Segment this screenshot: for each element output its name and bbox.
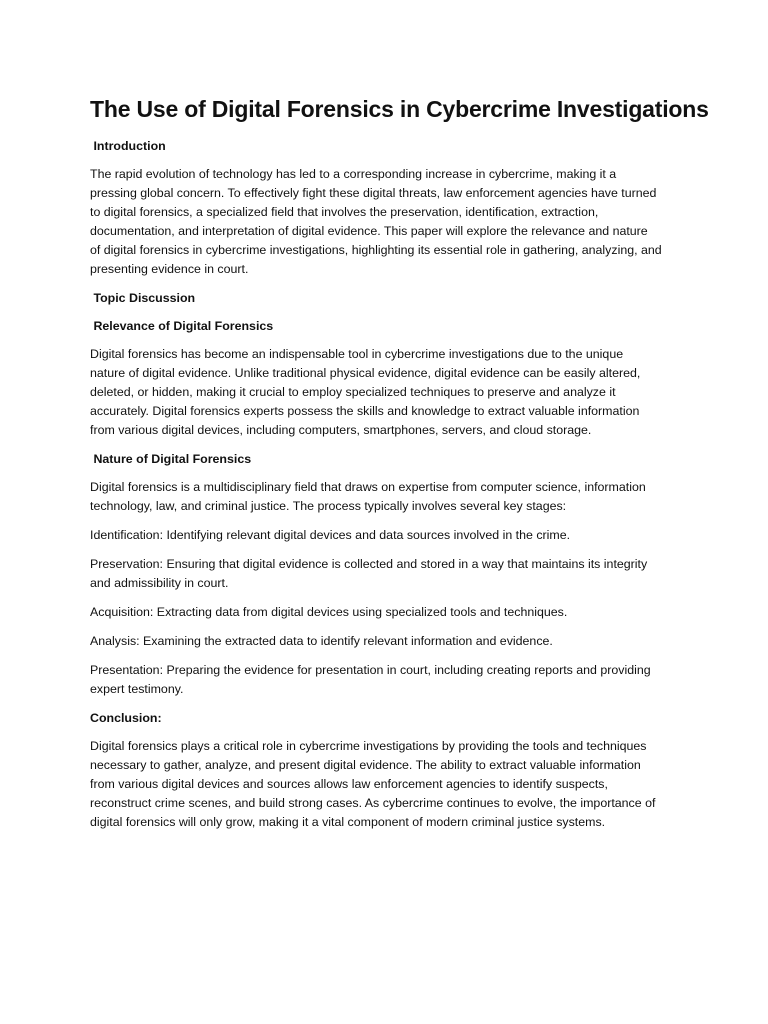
nature-heading: Nature of Digital Forensics <box>90 452 252 466</box>
relevance-heading: Relevance of Digital Forensics <box>90 319 274 333</box>
stage-identification: Identification: Identifying relevant digital devices and data sources involved in the crime. <box>90 528 571 542</box>
relevance-paragraph: Digital forensics has become an indispensable tool in cybercrime investigations due to the unique nature of digital evidence. Unlike traditional physical evidence, digital evidence can be easily altered, deleted, or hidden, making it crucial to employ specialized techniques to preserve and analyze it accurately. Digital forensics experts possess the skills and knowledge to extract valuable information from various digital devices, including computers, smartphones, servers, and cloud storage. <box>90 347 641 437</box>
nature-paragraph: Digital forensics is a multidisciplinary field that draws on expertise from computer science, information technology, law, and criminal justice. The process typically involves several key stages: <box>90 480 646 513</box>
conclusion-paragraph: Digital forensics plays a critical role in cybercrime investigations by providing the tools and techniques necessary to gather, analyze, and present digital evidence. The ability to extract valuable information from various digital devices and sources allows law enforcement agencies to identify suspects, reconstruct crime scenes, and build strong cases. As cybercrime continues to evolve, the importance of digital forensics will only grow, making it a vital component of modern criminal justice systems. <box>90 739 656 829</box>
document-page <box>90 94 709 842</box>
stage-analysis: Analysis: Examining the extracted data to identify relevant information and evidence. <box>90 634 553 648</box>
introduction-heading: Introduction <box>90 139 166 153</box>
document-title: The Use of Digital Forensics in Cybercrime Investigations <box>90 96 709 122</box>
conclusion-heading: Conclusion: <box>90 711 162 725</box>
topic-discussion-heading: Topic Discussion <box>90 291 196 305</box>
stage-acquisition: Acquisition: Extracting data from digital devices using specialized tools and techniques. <box>90 605 568 619</box>
introduction-paragraph: The rapid evolution of technology has led to a corresponding increase in cybercrime, making it a pressing global concern. To effectively fight these digital threats, law enforcement agencies have turned to digital forensics, a specialized field that involves the preservation, identification, extraction, documentation, and interpretation of digital evidence. This paper will explore the relevance and nature of digital forensics in cybercrime investigations, highlighting its essential role in gathering, analyzing, and presenting evidence in court. <box>90 167 662 276</box>
stage-preservation: Preservation: Ensuring that digital evidence is collected and stored in a way that maintains its integrity and admissibility in court. <box>90 557 648 590</box>
stage-presentation: Presentation: Preparing the evidence for presentation in court, including creating reports and providing expert testimony. <box>90 663 651 696</box>
